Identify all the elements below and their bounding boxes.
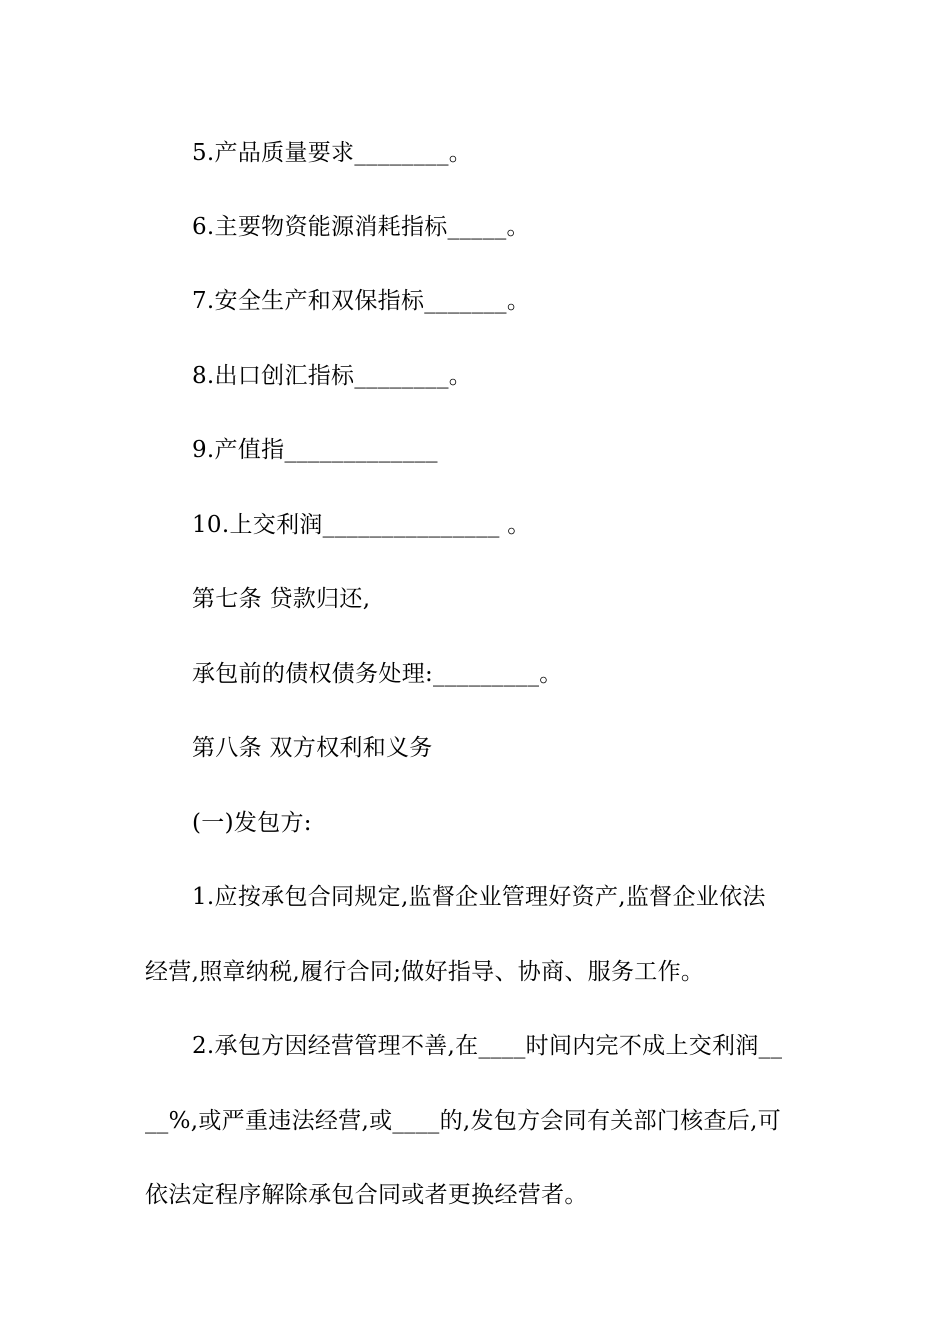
item-8-export: 8.出口创汇指标________。	[192, 363, 473, 389]
clause-2-line-3: 依法定程序解除承包合同或者更换经营者。	[145, 1182, 588, 1208]
clause-2-line-2: __%,或严重违法经营,或____的,发包方会同有关部门核查后,可	[145, 1108, 781, 1134]
debt-handling: 承包前的债权债务处理:_________。	[192, 661, 563, 687]
item-10-profit: 10.上交利润_______________ 。	[192, 512, 531, 538]
clause-2-line-1: 2.承包方因经营管理不善,在____时间内完不成上交利润__	[192, 1033, 783, 1059]
section-employer-heading: (一)发包方:	[192, 810, 312, 836]
clause-1-line-1: 1.应按承包合同规定,监督企业管理好资产,监督企业依法	[192, 884, 766, 910]
article-7-heading: 第七条 贷款归还,	[192, 586, 371, 612]
item-9-output: 9.产值指_____________	[192, 437, 438, 463]
item-7-safety: 7.安全生产和双保指标_______。	[192, 288, 531, 314]
article-8-heading: 第八条 双方权利和义务	[192, 735, 433, 761]
item-6-energy: 6.主要物资能源消耗指标_____。	[192, 214, 530, 240]
item-5-quality: 5.产品质量要求________。	[192, 140, 473, 166]
clause-1-line-2: 经营,照章纳税,履行合同;做好指导、协商、服务工作。	[145, 959, 705, 985]
